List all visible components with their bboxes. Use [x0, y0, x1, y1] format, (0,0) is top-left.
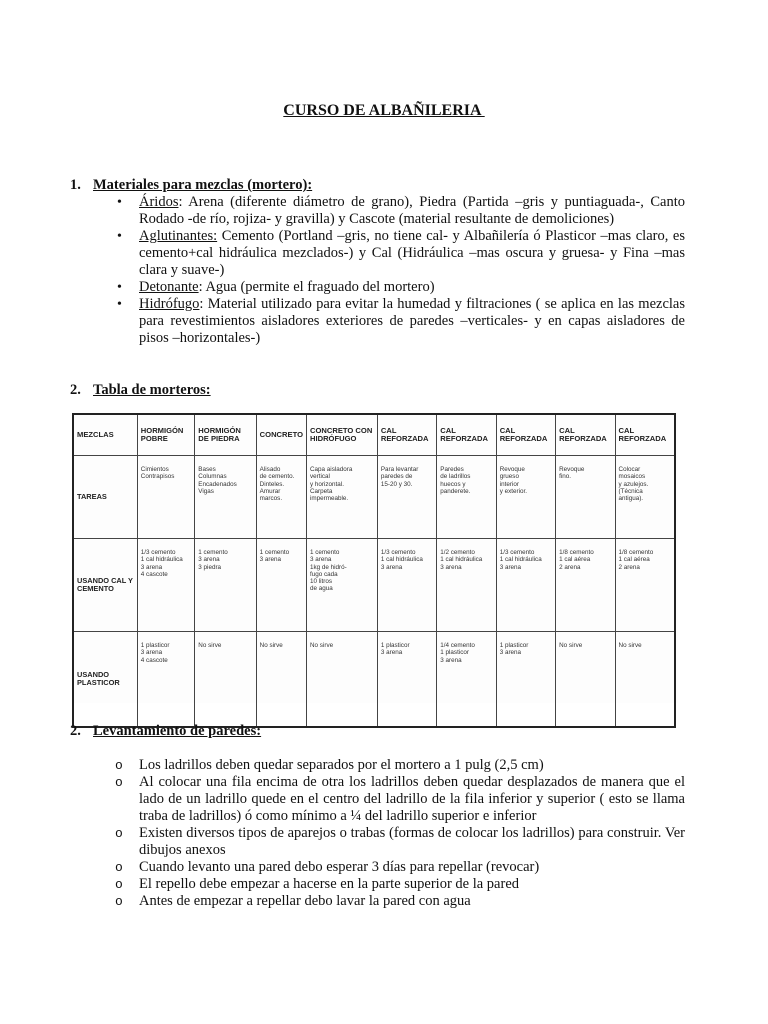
cell-line: Colocar [618, 466, 641, 473]
cell-line: 3 arena [140, 649, 163, 657]
cell-line: (Técnica [618, 487, 643, 495]
table-header: CONCRETO CON HIDRÓFUGO [307, 414, 378, 456]
cell-line: 3 arena [198, 556, 220, 564]
table-row [73, 539, 675, 632]
list-item: o Los ladrillos deben quedar separados por el mortero a 1 pulg (2,5 cm) [139, 757, 685, 774]
cell-line: 1 plasticor [380, 642, 410, 649]
table-cell [307, 539, 378, 632]
cell-line: y horizontal. [310, 480, 344, 488]
cell-line: Carpeta [310, 487, 333, 495]
cell-line: 2 arena [618, 563, 640, 571]
cell-line: 1/3 cemento [499, 549, 535, 556]
table-cell [556, 539, 615, 632]
table-cell [615, 632, 675, 728]
cell-line: 1 cal aérea [618, 556, 650, 564]
cell-line: 1 cemento [310, 549, 340, 556]
cell-line: 1 plasticor [140, 642, 170, 649]
cell-line: paredes de [380, 473, 413, 481]
list-item-detonante: • Detonante: Agua (permite el fraguado del mortero) [139, 279, 685, 296]
table-cell [556, 632, 615, 728]
row-label: USANDO PLASTICOR [73, 632, 137, 728]
table-header: HORMIGÓN DE PIEDRA [195, 414, 256, 456]
list-item: o Al colocar una fila encima de otra los ladrillos deben quedar desplazados de manera que el lado de un ladrillo quede en el centro del ladrillo de la fila inferior y superior ( esto se llama traba de ladrillos) ó como mínimo a ¼ del ladrillo superior e inferior [139, 774, 685, 825]
cell-line: Encadenados [198, 480, 237, 488]
section-heading-table: 2. Tabla de morteros: [70, 382, 211, 398]
cell-line: interior [499, 480, 519, 488]
table-header: HORMIGÓN POBRE [137, 414, 195, 456]
cell-line: 3 arena [140, 563, 163, 571]
cell-line: 3 arena [499, 649, 522, 657]
cell-line: 1 cal aérea [559, 556, 591, 564]
cell-line: 4 cascote [140, 656, 168, 664]
table-cell [496, 539, 555, 632]
cell-line: panderete. [440, 487, 471, 495]
materials-list [139, 194, 685, 347]
page-title: CURSO DE ALBAÑILERIA [283, 102, 485, 119]
cell-line: grueso [499, 473, 519, 481]
table-header: CAL REFORZADA [615, 414, 675, 456]
cell-line: No sirve [559, 642, 583, 649]
table-header: CAL REFORZADA [437, 414, 496, 456]
cell-line: 1 plasticor [499, 642, 529, 649]
table-cell [195, 632, 256, 728]
cell-line: No sirve [259, 642, 283, 649]
cell-line: Dinteles. [259, 480, 285, 488]
cell-line: huecos y [440, 480, 466, 488]
table-cell [615, 539, 675, 632]
table-cell [496, 456, 555, 539]
cell-line: 3 arena [440, 563, 462, 571]
list-item-aglutinantes: • Aglutinantes: Cemento (Portland –gris, no tiene cal- y Albañilería ó Plasticor –mas claro, es cemento+cal hidráulica mezclados-) y Cal (Hidráulica –mas oscura y gruesa- y Fina –mas clara y suave-) [139, 228, 685, 279]
cell-line: Para levantar [380, 466, 419, 473]
table-row [73, 456, 675, 539]
table-header: CAL REFORZADA [496, 414, 555, 456]
cell-line: de agua [310, 585, 333, 593]
list-item-hidrofugo: • Hidrófugo: Material utilizado para evitar la humedad y filtraciones ( se aplica en las mezclas para revestimientos aisladores exteriores de paredes –verticales- y en capas aisladores de pisos –horizontales-) [139, 296, 685, 347]
table-header: CAL REFORZADA [377, 414, 436, 456]
cell-line: 3 piedra [198, 563, 222, 571]
list-item: o Antes de empezar a repellar debo lavar la pared con agua [139, 893, 685, 910]
cell-line: No sirve [618, 642, 642, 649]
cell-line: vertical [310, 473, 330, 481]
mortar-table-image [72, 413, 678, 703]
table-cell [377, 539, 436, 632]
cell-line: y exterior. [499, 487, 527, 495]
row-label: USANDO CAL Y CEMENTO [73, 539, 137, 632]
cell-line: 1/3 cemento [140, 549, 176, 556]
table-cell [615, 456, 675, 539]
table-cell [137, 456, 195, 539]
table-cell [556, 456, 615, 539]
table-cell [377, 456, 436, 539]
cell-line: de ladrillos [440, 473, 471, 481]
cell-line: 1 cal hidráulica [440, 556, 483, 564]
section-heading-walls: 2. Levantamiento de paredes: [70, 723, 262, 739]
cell-line: Capa aisladora [310, 466, 353, 473]
cell-line: 1/4 cemento [440, 642, 475, 649]
table-cell [256, 456, 306, 539]
cell-line: Revoque [499, 466, 525, 473]
cell-line: 1/8 cemento [559, 549, 594, 556]
cell-line: No sirve [310, 642, 334, 649]
table-header: MEZCLAS [73, 414, 137, 456]
cell-line: No sirve [198, 642, 222, 649]
cell-line: de cemento. [259, 473, 295, 481]
table-cell [137, 632, 195, 728]
cell-line: Amurar [259, 487, 281, 495]
cell-line: fugo cada [310, 570, 338, 578]
cell-line: Paredes [440, 466, 464, 473]
cell-line: 3 arena [259, 556, 282, 564]
cell-line: antigua). [618, 495, 644, 503]
cell-line: Contrapisos [140, 473, 175, 481]
row-label: TAREAS [73, 456, 137, 539]
cell-line: 3 arena [499, 563, 522, 571]
table-cell [437, 456, 496, 539]
cell-line: 1 cemento [259, 549, 290, 556]
cell-line: mosaicos [618, 473, 646, 481]
cell-line: fino. [559, 473, 572, 481]
cell-line: 1 cemento [198, 549, 228, 556]
cell-line: 15-20 y 30. [380, 480, 413, 488]
list-item: o Existen diversos tipos de aparejos o trabas (formas de colocar los ladrillos) para construir. Ver dibujos anexos [139, 825, 685, 859]
cell-line: 3 arena [310, 556, 332, 564]
cell-line: 2 arena [559, 563, 581, 571]
table-cell [307, 456, 378, 539]
list-item: o Cuando levanto una pared debo esperar 3 días para repellar (revocar) [139, 859, 685, 876]
list-item-aridos: • Áridos: Arena (diferente diámetro de grano), Piedra (Partida –gris y puntiaguada-, Canto Rodado -de río, rojiza- y gravilla) y Cascote (material resultante de demoliciones) [139, 194, 685, 228]
cell-line: 3 arena [380, 563, 403, 571]
cell-line: 1kg de hidró- [310, 563, 347, 571]
table-cell [195, 456, 256, 539]
table-cell [195, 539, 256, 632]
cell-line: impermeable. [310, 495, 349, 503]
mortar-table [72, 413, 676, 728]
cell-line: Cimientos [140, 466, 169, 473]
section-heading-materials: 1. Materiales para mezclas (mortero): [70, 177, 313, 193]
cell-line: marcos. [259, 495, 283, 503]
cell-line: Alisado [259, 466, 281, 473]
table-cell [256, 632, 306, 728]
table-cell [307, 632, 378, 728]
cell-line: 1 cal hidráulica [140, 556, 183, 564]
table-row [73, 632, 675, 728]
cell-line: 3 arena [440, 656, 462, 664]
table-cell [437, 632, 496, 728]
cell-line: Bases [198, 466, 216, 473]
cell-line: 3 arena [380, 649, 403, 657]
table-cell [496, 632, 555, 728]
cell-line: Revoque [559, 466, 585, 473]
cell-line: 10 litros [310, 578, 333, 586]
cell-line: 1 cal hidráulica [380, 556, 423, 564]
table-header: CONCRETO [256, 414, 306, 456]
cell-line: 4 cascote [140, 570, 168, 578]
cell-line: Vigas [198, 487, 214, 495]
cell-line: 1/2 cemento [440, 549, 475, 556]
cell-line: 1/8 cemento [618, 549, 654, 556]
cell-line: y azulejos. [618, 480, 649, 488]
table-cell [137, 539, 195, 632]
table-cell [256, 539, 306, 632]
cell-line: 1/3 cemento [380, 549, 416, 556]
walls-list [139, 757, 685, 910]
cell-line: 1 plasticor [440, 649, 469, 657]
cell-line: 1 cal hidráulica [499, 556, 542, 564]
cell-line: Columnas [198, 473, 227, 481]
table-header: CAL REFORZADA [556, 414, 615, 456]
list-item: o El repello debe empezar a hacerse en la parte superior de la pared [139, 876, 685, 893]
table-cell [437, 539, 496, 632]
table-cell [377, 632, 436, 728]
